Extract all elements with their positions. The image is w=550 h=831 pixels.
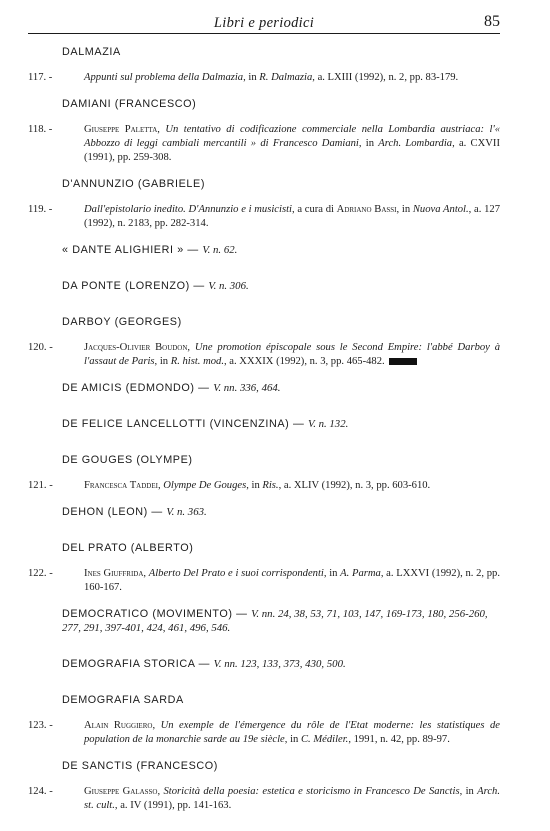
italic-text: Nuova Antol. [412, 204, 469, 215]
heading-text: DAMIANI (FRANCESCO) [62, 98, 197, 110]
entry-text: , [187, 342, 195, 353]
entry-number: 121. - [28, 480, 53, 491]
entry-text: , in [246, 480, 263, 491]
italic-text: R. Dalmazia [259, 72, 313, 83]
entry-text: , [157, 786, 164, 797]
italic-text: Storicità della poesia: estetica e storicismo in Francesco De Sanctis [163, 786, 460, 797]
entry-text: , in [323, 568, 341, 579]
heading-text: DA PONTE (LORENZO) [62, 280, 190, 292]
italic-text: Arch. Lombardia [378, 138, 453, 149]
italic-text: Dall'epistolario inedito. D'Annunzio e i musicisti [84, 204, 292, 215]
subject-heading [62, 315, 500, 329]
italic-text: Appunti sul problema della Dalmazia [84, 72, 244, 83]
subject-heading: DA PONTE (LORENZO) — V. n. 306. [62, 280, 249, 292]
italic-text: A. Parma [340, 568, 381, 579]
italic-text: Alberto Del Prato e i suoi corrispondenti [148, 568, 324, 579]
bibliography-entry [28, 719, 500, 747]
heading-text: DALMAZIA [62, 46, 121, 58]
author-name: Jacques-Olivier Boudon [84, 342, 188, 353]
heading-text: DEL PRATO (ALBERTO) [62, 542, 194, 554]
subject-heading [62, 177, 500, 191]
subject-heading [62, 45, 500, 59]
subject-heading [62, 97, 500, 111]
italic-text: Arch. st. cult. [84, 786, 501, 811]
subject-heading [62, 541, 500, 555]
cross-reference: V. nn. 336, 464. [213, 382, 281, 394]
subject-heading: DE AMICIS (EDMONDO) — V. nn. 336, 464. [62, 382, 281, 394]
bibliography-entry [28, 479, 500, 493]
entry-text: , a. XLIV (1992), n. 3, pp. 603-610. [278, 480, 431, 491]
italic-text: C. Médiler. [300, 734, 349, 745]
entry-number: 117. - [28, 72, 53, 83]
heading-text: DE GOUGES (OLYMPE) [62, 454, 193, 466]
cross-reference: V. n. 306. [208, 280, 249, 292]
entry-text: , in [396, 204, 413, 215]
entry-text: , [157, 480, 164, 491]
heading-text: DEMOGRAFIA SARDA [62, 694, 184, 706]
bibliography-list [28, 45, 500, 813]
subject-heading [62, 453, 500, 467]
bibliography-entry [28, 71, 500, 85]
entry-text: , a. XXXIX (1992), n. 3, pp. 465-482. [224, 356, 385, 367]
bibliography-entry [28, 567, 500, 595]
entry-number: 122. - [28, 568, 53, 579]
cross-reference: V. n. 363. [166, 506, 207, 518]
page-number: 85 [484, 13, 500, 30]
subject-heading: « DANTE ALIGHIERI » — V. n. 62. [62, 244, 238, 256]
running-title: Libri e periodici [213, 15, 315, 31]
subject-heading [62, 759, 500, 773]
entry-text: , a. 127 (1992), n. 2183, pp. 282-314. [84, 204, 500, 229]
entry-text: , a cura di [291, 204, 337, 215]
subject-heading: DEMOGRAFIA STORICA — V. nn. 123, 133, 373, 430, 500. [62, 658, 346, 670]
entry-text: , [152, 720, 161, 731]
italic-text: Un exemple de l'émergence du rôle de l'Etat moderne: les statistiques de population de la monarchie sarde au 19e siècle [84, 720, 500, 745]
italic-text: Ris. [262, 480, 279, 491]
entry-text: , in [459, 786, 478, 797]
cross-reference: V. n. 62. [202, 244, 238, 256]
subject-heading: DEMOCRATICO (MOVIMENTO) — V. nn. 24, 38, 53, 71, 103, 147, 169-173, 180, 256-260, 277, 291, 397-401, 424, 461, 496, 546. [62, 608, 488, 634]
heading-text: DARBOY (GEORGES) [62, 316, 182, 328]
entry-text: , in [243, 72, 260, 83]
author-name: Giuseppe Paletta [84, 124, 158, 135]
header-rule [28, 33, 500, 34]
entry-number: 124. - [28, 786, 53, 797]
heading-text: DE FELICE LANCELLOTTI (VINCENZINA) [62, 418, 290, 430]
subject-heading: DE FELICE LANCELLOTTI (VINCENZINA) — V. n. 132. [62, 418, 349, 430]
heading-text: « DANTE ALIGHIERI » [62, 244, 184, 256]
redaction-mark [389, 358, 417, 365]
heading-text: DE SANCTIS (FRANCESCO) [62, 760, 218, 772]
entry-number: 123. - [28, 720, 53, 731]
entry-text: , 1991, n. 42, pp. 89-97. [348, 734, 450, 745]
italic-text: R. hist. mod. [170, 356, 224, 367]
entry-text: , a. LXIII (1992), n. 2, pp. 83-179. [312, 72, 459, 83]
author-name: Francesca Taddei [84, 480, 158, 491]
heading-text: DEHON (LEON) [62, 506, 148, 518]
bibliography-entry [28, 203, 500, 231]
italic-text: Une promotion épiscopale sous le Second Empire: l'abbé Darboy à l'assaut de Paris [84, 342, 500, 367]
entry-text: , [157, 124, 166, 135]
heading-text: D'ANNUNZIO (GABRIELE) [62, 178, 206, 190]
entry-text: , in [154, 356, 171, 367]
entry-number: 120. - [28, 342, 53, 353]
entry-text: , a. LXXVI (1992), n. 2, pp. 160-167. [84, 568, 501, 593]
heading-text: DEMOGRAFIA STORICA [62, 658, 195, 670]
author-name: Alain Ruggiero [84, 720, 153, 731]
entry-text: , a. CXVII (1991), pp. 259-308. [84, 138, 500, 163]
bibliography-entry [28, 123, 500, 165]
cross-reference: V. n. 132. [308, 418, 349, 430]
heading-text: DE AMICIS (EDMONDO) [62, 382, 195, 394]
author-name: Adriano Bassi [336, 204, 397, 215]
entry-text: , [143, 568, 149, 579]
running-header [28, 12, 500, 34]
subject-heading: DEHON (LEON) — V. n. 363. [62, 506, 207, 518]
entry-text: , in [284, 734, 301, 745]
entry-number: 119. - [28, 204, 53, 215]
entry-text: , in [358, 138, 379, 149]
italic-text: Olympe De Gouges [163, 480, 247, 491]
entry-number: 118. - [28, 124, 53, 135]
author-name: Ines Giuffrida [84, 568, 144, 579]
cross-reference: V. nn. 123, 133, 373, 430, 500. [213, 658, 346, 670]
author-name: Giuseppe Galasso [84, 786, 158, 797]
bibliography-entry [28, 341, 500, 369]
bibliography-entry [28, 785, 500, 813]
cross-reference: V. nn. 24, 38, 53, 71, 103, 147, 169-173, 180, 256-260, 277, 291, 397-401, 424, 461, 496, 546. [62, 608, 488, 634]
italic-text: Un tentativo di codificazione commerciale nella Lombardia austriaca: l'« Abbozzo di leggi cambiali mercantili » di Francesco Damiani [84, 124, 501, 149]
heading-text: DEMOCRATICO (MOVIMENTO) [62, 608, 233, 620]
entry-text: , a. IV (1991), pp. 141-163. [114, 800, 232, 811]
subject-heading [62, 693, 500, 707]
